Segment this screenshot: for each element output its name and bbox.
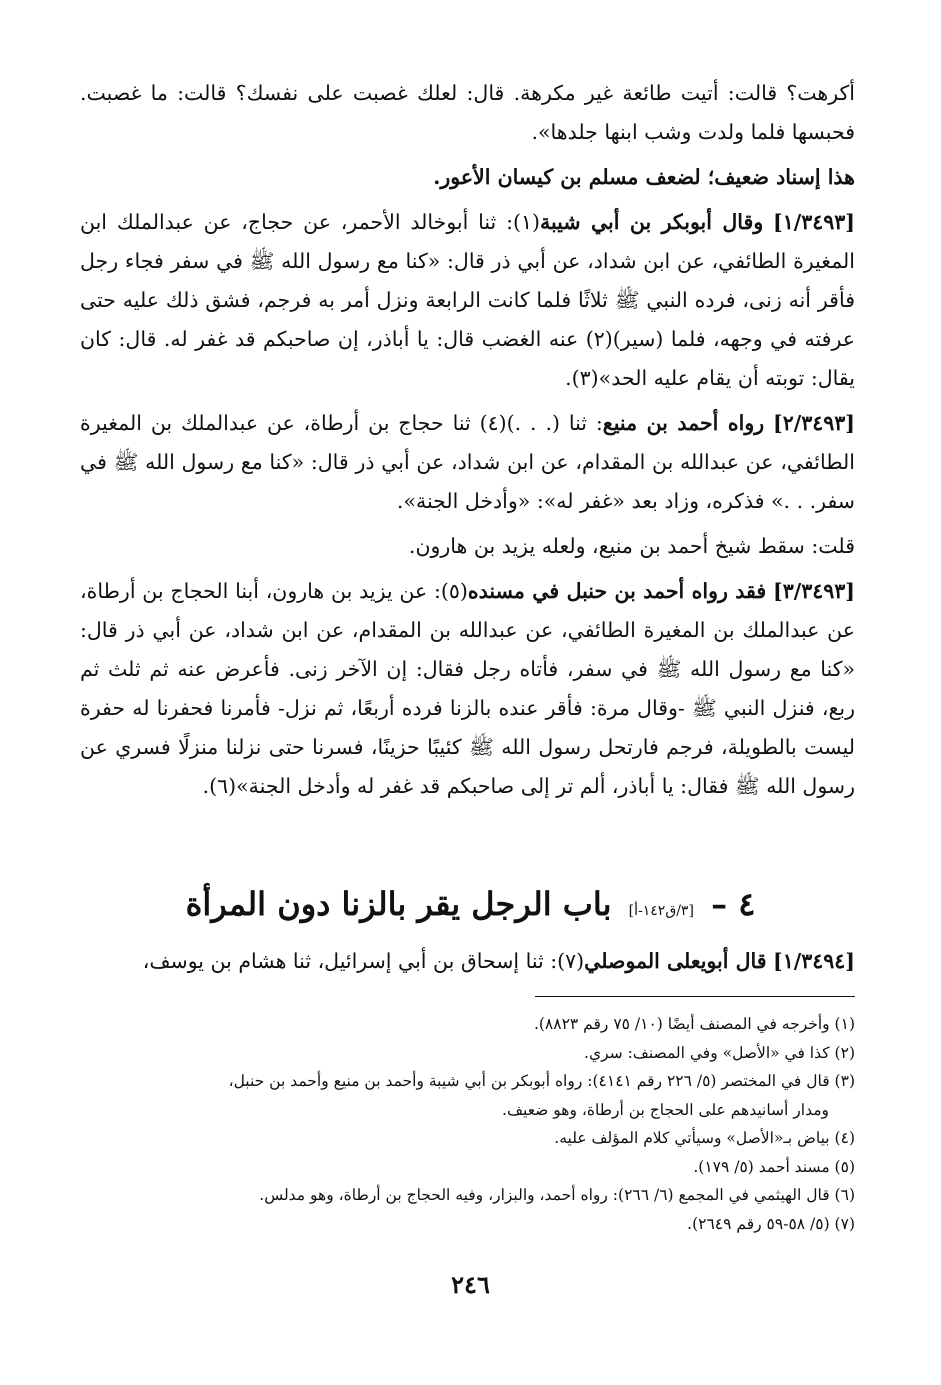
- footnote-2: (٢) كذا في «الأصل» وفي المصنف: سري.: [584, 1043, 855, 1062]
- paragraph-lead: رواه أحمد بن منيع: [602, 411, 765, 435]
- paragraph-text: : ثنا (. . .)(٤) ثنا حجاج بن أرطاة، عن عبدالملك بن المغيرة الطائفي، عن عبدالله بن المقدام، عن ابن شداد، عن أبي ذر قال: «كنا مع رسول الله ﷺ في سفر. . .» فذكره، وزاد بعد «غفر له»: «وأدخل الجنة».: [80, 411, 855, 513]
- footnote-1: (١) وأخرجه في المصنف أيضًا (١٠/ ٧٥ رقم ٨٨٢٣).: [533, 1015, 855, 1033]
- footnote-5: (٥) مسند أحمد (٥/ ١٧٩).: [693, 1157, 855, 1176]
- paragraph-lead: فقد رواه أحمد بن حنبل في مسنده: [467, 579, 767, 603]
- main-text: [80, 74, 855, 812]
- final-paragraph: [80, 942, 855, 981]
- paragraph-text: (١): ثنا أبوخالد الأحمر، عن حجاج، عن عبدالملك ابن المغيرة الطائفي، عن ابن شداد، عن أبي ذر قال: «كنا مع رسول الله ﷺ في سفر فجاء رجل فأقر أنه زنى، فرده النبي ﷺ ثلاثًا فلما كانت الرابعة ونزل أمر به فرجم، فشق ذلك عليه حتى عرفته في وجهه، فلما (سير)(٢) عنه الغضب قال: يا أباذر، إن صاحبكم قد غفر له. قال: كان يقال: توبته أن يقام عليه الحد»(٣).: [80, 210, 855, 390]
- chapter-title: باب الرجل يقر بالزنا دون المرأة: [185, 885, 612, 923]
- chapter-number: ٤ –: [711, 885, 756, 923]
- paragraph-text: (٧): ثنا إسحاق بن أبي إسرائيل، ثنا هشام بن يوسف،: [142, 949, 585, 973]
- footnotes: [80, 1010, 855, 1238]
- footnote-3-continuation: ومدار أسانيدهم على الحجاج بن أرطاة، وهو ضعيف.: [502, 1100, 829, 1119]
- paragraph-text: أكرهت؟ قالت: أتيت طائعة غير مكرهة. قال: لعلك غصبت على نفسك؟ قالت: ما غصبت. فحبسها فلما ولدت وشب ابنها جلدها».: [80, 81, 855, 144]
- footnote-3: (٣) قال في المختصر (٥/ ٢٢٦ رقم ٤١٤١): رواه أبوبكر بن أبي شيبة وأحمد بن منيع وأحمد بن حنبل،: [228, 1072, 855, 1090]
- hadith-number: [١/٣٤٩٣]: [773, 210, 855, 234]
- paragraph-1: [80, 74, 855, 152]
- paragraph-lead: قال أبويعلى الموصلي: [584, 949, 767, 973]
- chapter-heading: [0, 880, 941, 935]
- hadith-number: [٣/٣٤٩٣]: [773, 579, 855, 603]
- paragraph-text: قلت: سقط شيخ أحمد بن منيع، ولعله يزيد بن هارون.: [408, 534, 855, 558]
- paragraph-lead: وقال أبوبكر بن أبي شيبة: [540, 210, 764, 234]
- paragraph-5: [80, 527, 855, 566]
- paragraph-text: (٥): عن يزيد بن هارون، أبنا الحجاج بن أرطاة، عن عبدالملك بن المغيرة الطائفي، عن عبدالله بن المقدام، عن ابن شداد، عن أبي ذر قال: «كنا مع رسول الله ﷺ في سفر، فأتاه رجل فقال: إن الآخر زنى. فأعرض عنه ثم ثلث ثم ربع، فنزل النبي ﷺ -وقال مرة: فأقر عنده بالزنا فرده أربعًا، ثم نزل- فأمرنا فحفرنا له حفرة ليست بالطويلة، فرجم فارتحل رسول الله ﷺ كئيبًا حزينًا، فسرنا حتى نزلنا منزلًا فسري عن رسول الله ﷺ فقال: يا أباذر، ألم تر إلى صاحبكم قد غفر له وأدخل الجنة»(٦).: [80, 579, 855, 798]
- footnote-divider: [535, 996, 855, 997]
- hadith-number: [٢/٣٤٩٣]: [773, 411, 855, 435]
- paragraph-4: [80, 404, 855, 521]
- footnote-7: (٧) (٥/ ٥٨-٥٩ رقم ٢٦٤٩).: [687, 1214, 855, 1233]
- paragraph-6: [80, 572, 855, 806]
- paragraph-3: [80, 203, 855, 398]
- manuscript-marker: [٣/ق١٤٢-أ]: [628, 903, 694, 919]
- page-number: ٢٤٦: [451, 1270, 490, 1299]
- hadith-number: [١/٣٤٩٤]: [773, 949, 855, 973]
- footnote-6: (٦) قال الهيثمي في المجمع (٦/ ٢٦٦): رواه أحمد، والبزار، وفيه الحجاج بن أرطاة، وهو مدلس.: [259, 1186, 855, 1204]
- paragraph-2: [80, 158, 855, 197]
- footnote-4: (٤) بياض بـ«الأصل» وسيأتي كلام المؤلف عليه.: [554, 1129, 855, 1147]
- paragraph-lead: هذا إسناد ضعيف؛ لضعف مسلم بن كيسان الأعور.: [433, 165, 855, 189]
